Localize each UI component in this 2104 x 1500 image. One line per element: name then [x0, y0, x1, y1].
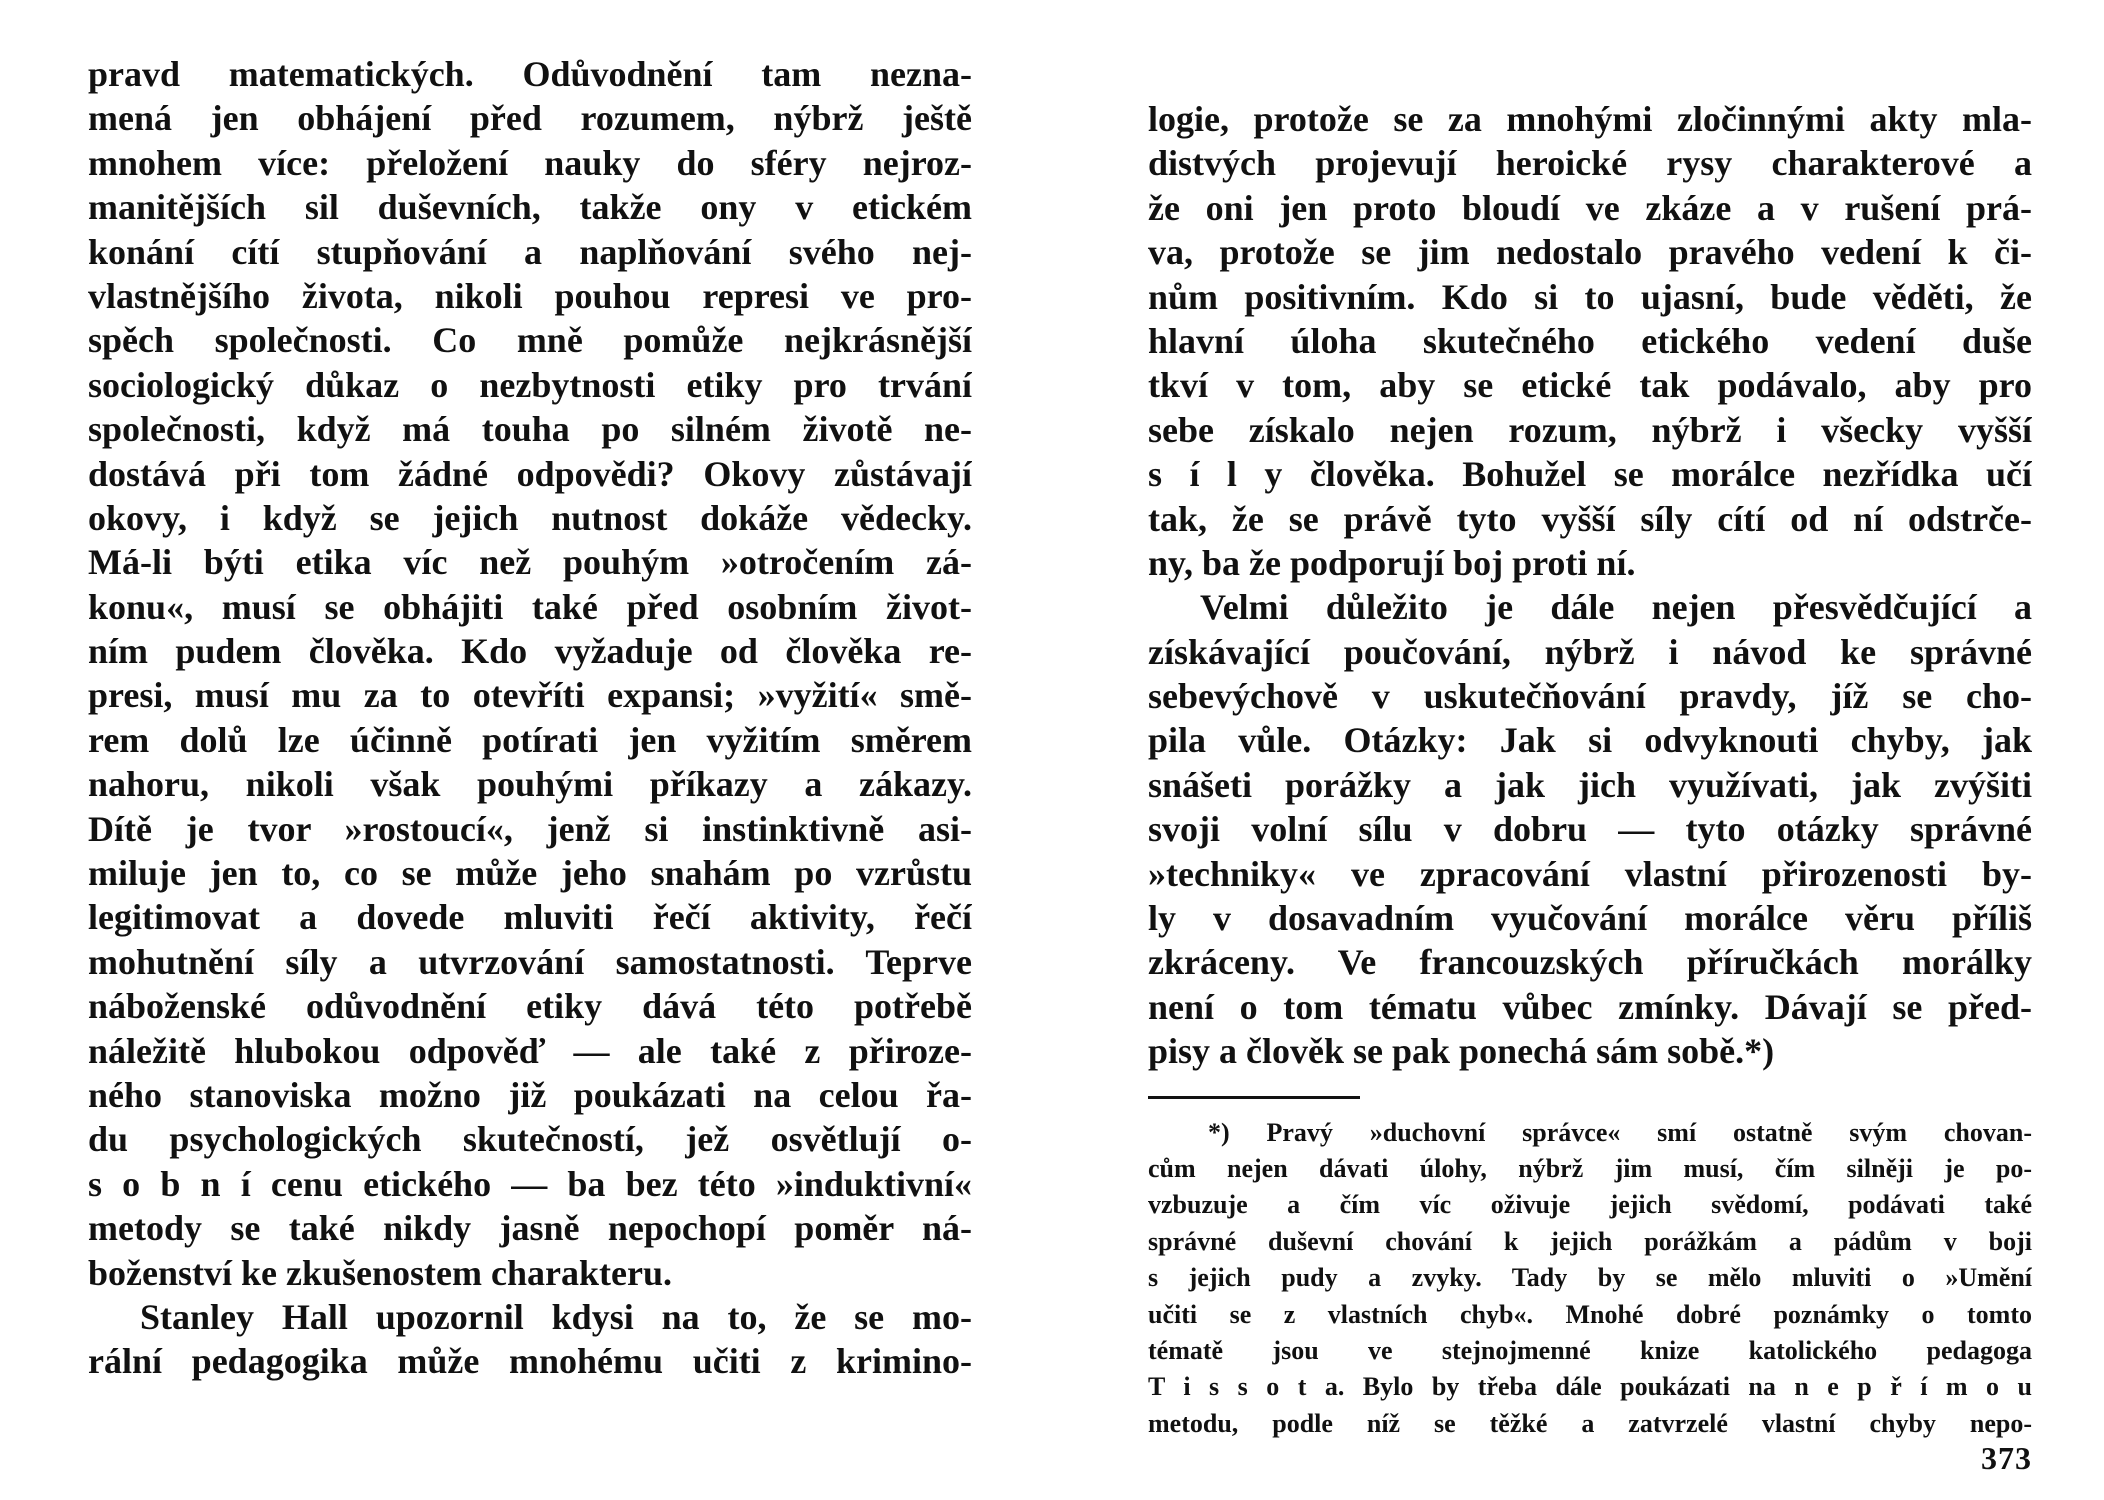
text-line: va, protože se jim nedostalo pravého vedení k či- [1148, 232, 2032, 273]
footnote-line: s jejich pudy a zvyky. Tady by se mělo mluviti o »Umění [1148, 1263, 2032, 1293]
footnote-line: vzbuzuje a čím víc oživuje jejich svědomí, podávati také [1148, 1190, 2032, 1220]
text-line: není o tom tématu vůbec zmínky. Dávají se před- [1148, 986, 2032, 1027]
text-line: mená jen obhájení před rozumem, nýbrž ještě [88, 98, 972, 139]
paragraph-end-line: ny, ba že podporují boj proti ní. [1148, 542, 1636, 583]
text-line: pravd matematických. Odůvodnění tam nezna- [88, 54, 972, 94]
text-line: rální pedagogika může mnohému učiti z krimino- [88, 1341, 972, 1382]
footnote-line: T i s s o t a. Bylo by třeba dále poukázati na n e p ř í m o u [1148, 1372, 2032, 1402]
text-line: konání cítí stupňování a naplňování svého nej- [88, 231, 972, 272]
text-line: logie, protože se za mnohými zločinnými akty mla- [1148, 99, 2032, 139]
text-line: legitimovat a dovede mluviti řečí aktivity, řečí [88, 897, 972, 938]
text-line: zkráceny. Ve francouzských příručkách morálky [1148, 942, 2032, 983]
footnote-line: tématě jsou ve stejnojmenné knize katolického pedagoga [1148, 1335, 2032, 1365]
text-line: ly v dosavadním vyučování morálce věru příliš [1148, 898, 2032, 939]
right-page [1148, 0, 2032, 1500]
footnote-line: správné duševní chování k jejich porážkám a pádům v boji [1148, 1226, 2032, 1256]
text-line: nům positivním. Kdo si to ujasní, bude věděti, že [1148, 276, 2032, 317]
text-line: náboženské odůvodnění etiky dává této potřebě [88, 986, 972, 1027]
text-line: vlastnějšího života, nikoli pouhou represi ve pro- [88, 275, 972, 316]
footnote-line: metodu, podle níž se těžké a zatvrzelé vlastní chyby nepo- [1148, 1408, 2032, 1438]
text-line: miluje jen to, co se může jeho snahám po vzrůstu [88, 853, 972, 894]
paragraph-start-line: Velmi důležito je dále nejen přesvědčující a [1200, 587, 2032, 628]
paragraph-start-line: Stanley Hall upozornil kdysi na to, že se mo- [140, 1296, 972, 1337]
paragraph-end-line: pisy a člověk se pak ponechá sám sobě.*) [1148, 1031, 1775, 1072]
footnote-rule [1148, 1096, 1360, 1099]
text-line: presi, musí mu za to otevříti expansi; »vyžití« smě- [88, 675, 972, 716]
text-line: náležitě hlubokou odpověď — ale také z přiroze- [88, 1030, 972, 1071]
text-line: spěch společnosti. Co mně pomůže nejkrásnější [88, 320, 972, 361]
text-line: distvých projevují heroické rysy charakterové a [1148, 143, 2032, 184]
text-line: mnohem více: přeložení nauky do sféry nejroz- [88, 142, 972, 183]
text-line: hlavní úloha skutečného etického vedení duše [1148, 320, 2032, 361]
text-line: rem dolů lze účinně potírati jen vyžitím směrem [88, 719, 972, 760]
text-line: nahoru, nikoli však pouhými příkazy a zákazy. [88, 764, 972, 805]
text-line: společnosti, když má touha po silném životě ne- [88, 409, 972, 450]
text-line: du psychologických skutečností, jež osvětlují o- [88, 1119, 972, 1160]
text-line: tkví v tom, aby se etické tak podávalo, aby pro [1148, 365, 2032, 406]
text-line: metody se také nikdy jasně nepochopí poměr ná- [88, 1208, 972, 1249]
footnote-line: *) Pravý »duchovní správce« smí ostatně svým chovan- [1208, 1117, 2032, 1147]
left-page [88, 0, 972, 1500]
text-line: konu«, musí se obhájiti také před osobním život- [88, 586, 972, 627]
page-number: 373 [1981, 1440, 2032, 1476]
text-line: okovy, i když se jejich nutnost dokáže vědecky. [88, 497, 972, 538]
paragraph-end-line: boženství ke zkušenostem charakteru. [88, 1252, 672, 1293]
text-line: získávající poučování, nýbrž i návod ke správné [1148, 631, 2032, 672]
footnote-line: cům nejen dávati úlohy, nýbrž jim musí, čím silněji je po- [1148, 1153, 2032, 1183]
text-line: Dítě je tvor »rostoucí«, jenž si instinktivně asi- [88, 808, 972, 849]
text-line: s o b n í cenu etického — ba bez této »induktivní« [88, 1163, 972, 1204]
text-line: Má-li býti etika víc než pouhým »otročením zá- [88, 542, 972, 583]
text-line: sebevýchově v uskutečňování pravdy, jíž se cho- [1148, 676, 2032, 717]
text-line: manitějších sil duševních, takže ony v etickém [88, 187, 972, 228]
text-line: mohutnění síly a utvrzování samostatnosti. Teprve [88, 941, 972, 982]
text-line: sebe získalo nejen rozum, nýbrž i všecky vyšší [1148, 409, 2032, 450]
text-line: »techniky« ve zpracování vlastní přirozenosti by- [1148, 853, 2032, 894]
text-line: snášeti porážky a jak jich využívati, jak zvýšiti [1148, 764, 2032, 805]
text-line: svoji volní sílu v dobru — tyto otázky správné [1148, 809, 2032, 850]
text-line: že oni jen proto bloudí ve zkáze a v rušení prá- [1148, 187, 2032, 228]
text-line: sociologický důkaz o nezbytnosti etiky pro trvání [88, 364, 972, 405]
text-line: ného stanoviska možno již poukázati na celou řa- [88, 1074, 972, 1115]
text-line: ním pudem člověka. Kdo vyžaduje od člověka re- [88, 631, 972, 672]
text-line: tak, že se právě tyto vyšší síly cítí od ní odstrče- [1148, 498, 2032, 539]
text-line: s í l y člověka. Bohužel se morálce nezřídka učí [1148, 454, 2032, 495]
footnote-line: učiti se z vlastních chyb«. Mnohé dobré poznámky o tomto [1148, 1299, 2032, 1329]
text-line: pila vůle. Otázky: Jak si odvyknouti chyby, jak [1148, 720, 2032, 761]
text-line: dostává při tom žádné odpovědi? Okovy zůstávají [88, 453, 972, 494]
